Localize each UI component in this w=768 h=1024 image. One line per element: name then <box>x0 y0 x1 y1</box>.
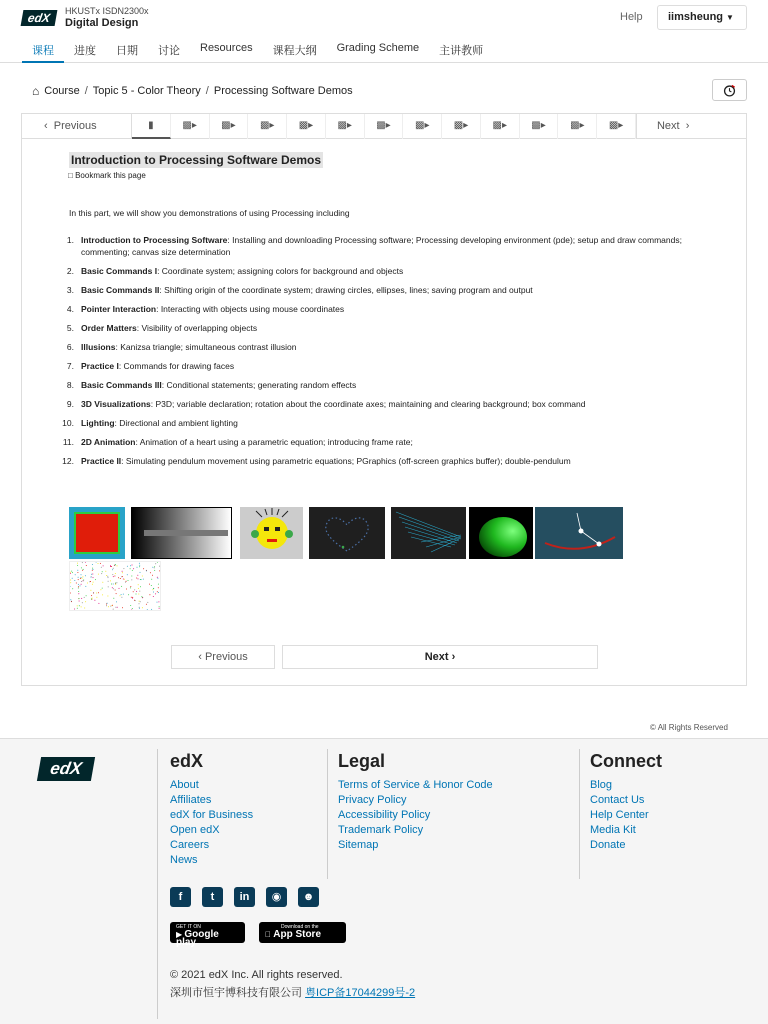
footer-heading: edX <box>170 751 204 771</box>
list-item <box>59 234 699 258</box>
list-item-desc: : Conditional statements; generating random effects <box>161 380 357 390</box>
list-item-title: Introduction to Processing Software <box>81 235 228 245</box>
app-store-button[interactable] <box>259 922 346 943</box>
breadcrumb-course[interactable]: Course <box>44 85 80 97</box>
sequence-nav <box>22 114 746 139</box>
video-icon: ▩▸ <box>259 120 275 131</box>
list-item-title: Basic Commands I <box>81 266 158 276</box>
video-icon: ▩▸ <box>298 120 314 131</box>
google-play-icon: ▶ <box>176 930 183 939</box>
tab-syllabus[interactable]: 课程大纲 <box>272 45 317 57</box>
footer-link-business[interactable]: edX for Business <box>170 809 254 821</box>
footer-link-blog[interactable]: Blog <box>590 779 613 791</box>
sequence-tab-video[interactable] <box>597 114 636 139</box>
video-icon: ▩▸ <box>182 120 197 131</box>
sequence-tab-video[interactable] <box>481 114 520 139</box>
video-icon: ▩▸ <box>608 120 624 131</box>
course-tabs <box>22 38 493 63</box>
sequence-tab-video[interactable] <box>287 114 326 139</box>
twitter-icon[interactable]: t <box>202 887 223 907</box>
video-icon: ▩▸ <box>415 120 430 131</box>
list-item <box>59 417 699 429</box>
bottom-previous-label: Previous <box>204 651 248 663</box>
tab-discussion[interactable]: 讨论 <box>158 45 180 57</box>
sequence-tab-video[interactable] <box>248 114 287 139</box>
list-item-title: Basic Commands III <box>81 380 162 390</box>
google-play-small-text: GET IT ON <box>176 924 201 930</box>
copyright-icon: © <box>650 723 656 732</box>
list-item-desc: : Interacting with objects using mouse coordinates <box>156 304 345 314</box>
video-icon: ▩▸ <box>531 120 546 131</box>
bottom-next-label: Next <box>424 651 449 663</box>
demo-image-face <box>240 507 303 559</box>
footer-link-accessibility[interactable]: Accessibility Policy <box>338 809 431 821</box>
tab-dates[interactable]: 日期 <box>116 45 138 57</box>
list-number: 9. <box>66 399 74 409</box>
footer-link-privacy[interactable]: Privacy Policy <box>338 794 407 806</box>
sequence-tab-video[interactable] <box>365 114 404 139</box>
footer-link-open-edx[interactable]: Open edX <box>170 824 220 836</box>
footer-divider <box>157 749 158 1019</box>
list-item <box>59 284 699 296</box>
list-item-desc: : Coordinate system; assigning colors for background and objects <box>157 266 404 276</box>
site-footer <box>0 738 768 1024</box>
username: iimsheung <box>668 11 724 23</box>
demo-image-heart <box>309 507 385 559</box>
footer-link-trademark[interactable]: Trademark Policy <box>338 824 424 836</box>
breadcrumb <box>32 84 353 98</box>
instagram-icon[interactable]: ◉ <box>266 887 287 907</box>
breadcrumb-separator: / <box>205 85 209 97</box>
intro-text: In this part, we will show you demonstrations of using Processing including <box>69 208 350 218</box>
tab-grading-scheme[interactable]: Grading Scheme <box>336 42 420 54</box>
footer-link-sitemap[interactable]: Sitemap <box>338 839 379 851</box>
google-play-button[interactable] <box>170 922 245 948</box>
video-icon: ▩▸ <box>570 120 585 131</box>
footer-heading: Connect <box>590 751 662 771</box>
sequence-tab-video[interactable] <box>520 114 559 139</box>
course-name: Digital Design <box>65 17 139 29</box>
breadcrumb-separator: / <box>84 85 88 97</box>
rights-notice <box>650 723 728 732</box>
footer-divider <box>327 749 328 879</box>
list-number: 5. <box>66 323 74 333</box>
list-number: 4. <box>66 304 74 314</box>
footer-link-contact[interactable]: Contact Us <box>590 794 645 806</box>
list-item-desc: : Kanizsa triangle; simultaneous contrast illusion <box>115 342 297 352</box>
video-icon: ▩▸ <box>221 120 236 131</box>
list-item <box>59 360 699 372</box>
list-item <box>59 436 699 448</box>
google-play-text: Google play <box>176 929 219 948</box>
site-header <box>0 0 768 63</box>
document-icon: ▮ <box>148 120 154 131</box>
video-icon: ▩▸ <box>337 120 352 131</box>
video-icon: ▩▸ <box>492 120 507 131</box>
list-item <box>59 322 699 334</box>
footer-link-news[interactable]: News <box>170 854 198 866</box>
list-item-desc: : Directional and ambient lighting <box>114 418 238 428</box>
bottom-next-button[interactable] <box>282 645 598 669</box>
list-item-desc: : Commands for drawing faces <box>118 361 235 371</box>
list-item <box>59 303 699 315</box>
video-icon: ▩▸ <box>453 120 469 131</box>
demo-image-green-sphere <box>469 507 533 559</box>
video-icon: ▩▸ <box>376 120 391 131</box>
list-item-title: Practice II <box>81 456 122 466</box>
list-item <box>59 379 699 391</box>
tab-progress[interactable]: 进度 <box>74 45 96 57</box>
sequence-tab-video[interactable] <box>403 114 442 139</box>
footer-edx-logo[interactable]: edX <box>37 757 95 781</box>
list-number: 8. <box>66 380 74 390</box>
footer-link-donate[interactable]: Donate <box>590 839 626 851</box>
footer-link-media-kit[interactable]: Media Kit <box>590 824 636 836</box>
course-content <box>21 113 747 686</box>
footer-link-terms[interactable]: Terms of Service & Honor Code <box>338 779 493 791</box>
chevron-left-icon: ‹ <box>198 651 202 663</box>
clock-icon <box>723 84 736 97</box>
demo-image-pendulum <box>535 507 623 559</box>
tab-instructors[interactable]: 主讲教师 <box>439 45 484 57</box>
edx-logo[interactable]: edX <box>21 10 58 26</box>
unit-title: Introduction to Processing Software Demos <box>71 153 322 167</box>
list-item-desc: : P3D; variable declaration; rotation about the coordinate axes; maintaining and clearing background; box command <box>150 399 586 409</box>
list-number: 10. <box>62 418 74 428</box>
linkedin-icon[interactable]: in <box>234 887 255 907</box>
list-number: 1. <box>66 235 74 245</box>
list-item-desc: : Simulating pendulum movement using parametric equations; PGraphics (off-screen graphics buffer); double-pendulum <box>121 456 571 466</box>
list-item <box>59 341 699 353</box>
bookmark-button[interactable] <box>68 171 146 180</box>
topic-list <box>59 234 699 474</box>
tab-course[interactable]: 课程 <box>22 38 64 63</box>
list-item-title: Order Matters <box>81 323 137 333</box>
chevron-down-icon: ▼ <box>726 13 734 22</box>
footer-heading: Legal <box>338 751 386 771</box>
footer-link-careers[interactable]: Careers <box>170 839 210 851</box>
footer-divider <box>579 749 580 879</box>
facebook-icon[interactable]: f <box>170 887 191 907</box>
footer-link-about[interactable]: About <box>170 779 199 791</box>
list-item-desc: : Visibility of overlapping objects <box>136 323 258 333</box>
bottom-previous-button[interactable] <box>171 645 275 669</box>
sequence-next-label: Next <box>656 120 680 132</box>
list-item <box>59 455 699 467</box>
tab-resources[interactable]: Resources <box>200 42 253 54</box>
sequence-next-button[interactable] <box>636 114 746 139</box>
copyright-text: © 2021 edX Inc. All rights reserved. <box>170 969 343 981</box>
list-item-title: Pointer Interaction <box>81 304 157 314</box>
sequence-previous-button[interactable] <box>22 114 132 139</box>
icp-link[interactable]: 粤ICP备17044299号-2 <box>305 987 416 999</box>
breadcrumb-section[interactable]: Topic 5 - Color Theory <box>92 85 201 97</box>
home-icon: ⌂ <box>32 84 40 98</box>
list-number: 11. <box>62 437 74 447</box>
course-org: HKUSTx ISDN2300x <box>65 6 149 16</box>
user-menu-button[interactable] <box>657 5 747 30</box>
chevron-left-icon: ‹ <box>44 120 48 132</box>
footer-edx-column <box>170 751 253 868</box>
social-links <box>170 887 319 907</box>
sequence-tab-video[interactable] <box>326 114 365 139</box>
sequence-previous-label: Previous <box>53 120 97 132</box>
reddit-icon[interactable]: ☻ <box>298 887 319 907</box>
help-link[interactable]: Help <box>620 11 643 23</box>
list-item-desc: : Shifting origin of the coordinate system; drawing circles, ellipses, lines; saving program and output <box>159 285 533 295</box>
list-item-title: Lighting <box>81 418 115 428</box>
list-item-title: 2D Animation <box>81 437 136 447</box>
footer-legal-column <box>338 751 493 853</box>
list-number: 12. <box>62 456 74 466</box>
list-item-title: Practice I <box>81 361 119 371</box>
list-item-title: 3D Visualizations <box>81 399 151 409</box>
sequence-tab-text[interactable] <box>132 114 171 139</box>
timer-button[interactable] <box>712 79 747 101</box>
list-number: 6. <box>66 342 74 352</box>
apple-icon <box>265 930 271 939</box>
demo-image-gradient <box>131 507 232 559</box>
sequence-tab-video[interactable] <box>210 114 249 139</box>
icp-company: 深圳市恒宇博科技有限公司 <box>170 987 302 999</box>
footer-connect-column <box>590 751 662 853</box>
demo-image-random-dots <box>69 561 161 611</box>
list-item <box>59 398 699 410</box>
chevron-right-icon: › <box>685 120 690 132</box>
list-number: 2. <box>66 266 74 276</box>
footer-link-affiliates[interactable]: Affiliates <box>170 794 212 806</box>
list-item <box>59 265 699 277</box>
app-store-text: App Store <box>265 929 313 940</box>
bookmark-label: Bookmark this page <box>75 171 146 180</box>
sequence-tab-video[interactable] <box>171 114 210 139</box>
list-number: 7. <box>66 361 74 371</box>
chevron-right-icon: › <box>451 651 456 663</box>
list-item-title: Basic Commands II <box>81 285 160 295</box>
list-item-desc: : Installing and downloading Processing software; Processing developing environment (pde); setup and draw commands; commenting; canvas size determination <box>81 235 682 257</box>
rights-text: All Rights Reserved <box>657 723 728 732</box>
demo-image-red-square <box>69 507 125 559</box>
sequence-tab-video[interactable] <box>558 114 597 139</box>
footer-link-help-center[interactable]: Help Center <box>590 809 649 821</box>
icp-line <box>170 984 415 1000</box>
bookmark-icon: □ <box>68 171 73 180</box>
sequence-tab-video[interactable] <box>442 114 481 139</box>
demo-image-3d-lines <box>391 507 466 559</box>
breadcrumb-subsection: Processing Software Demos <box>213 85 353 97</box>
list-item-title: Illusions <box>81 342 116 352</box>
app-store-small-text: Download on the <box>281 924 319 930</box>
list-number: 3. <box>66 285 74 295</box>
list-item-desc: : Animation of a heart using a parametric equation; introducing frame rate; <box>135 437 413 447</box>
